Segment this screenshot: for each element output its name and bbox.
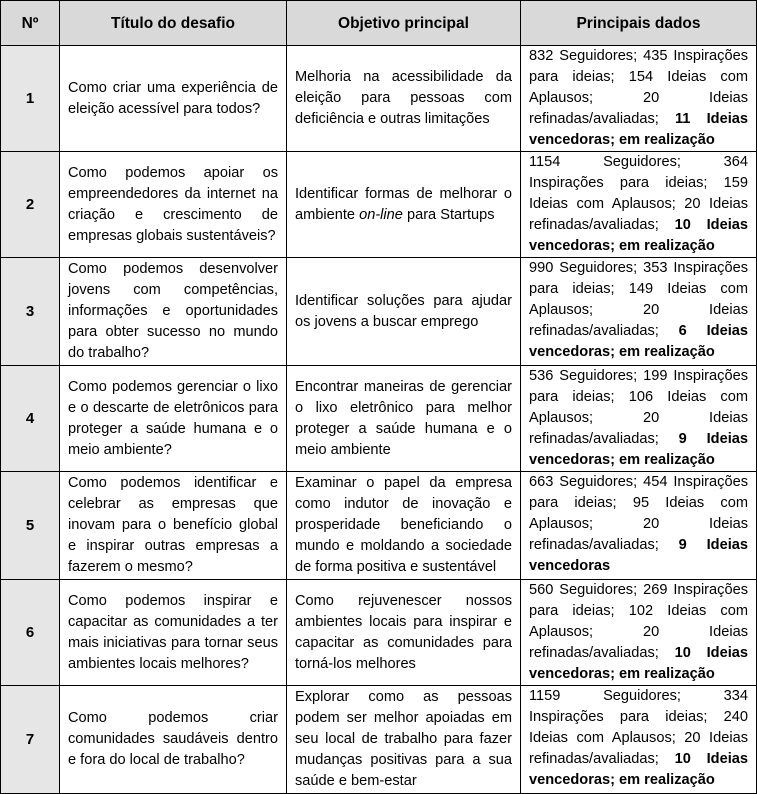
challenge-title: Como podemos apoiar os empreendedores da internet na criação e crescimento de empresas globais sustentáveis? xyxy=(60,152,287,258)
header-row xyxy=(1,1,757,46)
challenge-data xyxy=(521,366,757,472)
challenge-data xyxy=(521,258,757,366)
challenge-title: Como podemos desenvolver jovens com competências, informações e oportunidades para obter sucesso no mundo do trabalho? xyxy=(60,258,287,366)
data-text: 536 Seguidores; 199 Inspirações para ideias; 106 Ideias com Aplausos; 20 Ideias refinadas/avaliadas; xyxy=(529,368,748,447)
row-number: 4 xyxy=(1,366,60,472)
table-row xyxy=(1,258,757,366)
objective-text: Como rejuvenescer nossos ambientes locais para inspirar e capacitar as comunidades para torná-los melhores xyxy=(295,592,512,672)
data-winners: 6 Ideias vencedoras; em realização xyxy=(529,323,748,360)
challenge-data xyxy=(521,686,757,794)
challenge-title: Como podemos inspirar e capacitar as comunidades a ter mais iniciativas para tornar seus ambientes locais melhores? xyxy=(60,580,287,686)
challenge-objective xyxy=(287,686,521,794)
data-text: 1154 Seguidores; 364 Inspirações para ideias; 159 Ideias com Aplausos; 20 Ideias refinadas/avaliadas; xyxy=(529,154,748,233)
challenge-data xyxy=(521,152,757,258)
objective-text: Identificar formas de melhorar o ambiente xyxy=(295,185,512,223)
row-number: 1 xyxy=(1,46,60,152)
challenge-data xyxy=(521,46,757,152)
table-row xyxy=(1,580,757,686)
challenge-objective xyxy=(287,580,521,686)
row-number: 2 xyxy=(1,152,60,258)
data-winners: 9 Ideias vencedoras xyxy=(529,537,748,574)
table-row xyxy=(1,366,757,472)
data-winners: 10 Ideias vencedoras; em realização xyxy=(529,217,748,254)
data-winners: 11 Ideias vencedoras; em realização xyxy=(529,111,748,148)
challenge-data xyxy=(521,472,757,580)
challenge-objective xyxy=(287,152,521,258)
table-row xyxy=(1,46,757,152)
table-row xyxy=(1,686,757,794)
challenge-objective xyxy=(287,472,521,580)
header-num: Nº xyxy=(1,1,60,46)
objective-text-end: para Startups xyxy=(402,206,495,223)
row-number: 6 xyxy=(1,580,60,686)
data-text: 832 Seguidores; 435 Inspirações para ideias; 154 Ideias com Aplausos; 20 Ideias refinadas/avaliadas; xyxy=(529,48,748,127)
objective-text: Explorar como as pessoas podem ser melhor apoiadas em seu local de trabalho para fazer mudanças positivas para a sua saúde e bem-estar xyxy=(295,689,512,789)
table-row xyxy=(1,152,757,258)
row-number: 7 xyxy=(1,686,60,794)
objective-text: Melhoria na acessibilidade da eleição para pessoas com deficiência e outras limitações xyxy=(295,69,512,127)
row-number: 3 xyxy=(1,258,60,366)
challenge-title: Como podemos gerenciar o lixo e o descarte de eletrônicos para proteger a saúde humana e o meio ambiente? xyxy=(60,366,287,472)
header-data: Principais dados xyxy=(521,1,757,46)
data-text: 560 Seguidores; 269 Inspirações para ideias; 102 Ideias com Aplausos; 20 Ideias refinadas/avaliadas; xyxy=(529,582,748,661)
objective-emphasis: on-line xyxy=(359,206,403,223)
data-winners: 10 Ideias vencedoras; em realização xyxy=(529,751,748,788)
data-winners: 10 Ideias vencedoras; em realização xyxy=(529,645,748,682)
data-text: 990 Seguidores; 353 Inspirações para ideias; 149 Ideias com Aplausos; 20 Ideias refinadas/avaliadas; xyxy=(529,260,748,339)
objective-text: Identificar soluções para ajudar os jovens a buscar emprego xyxy=(295,292,512,330)
objective-text: Encontrar maneiras de gerenciar o lixo eletrônico para melhor proteger a saúde humana e o meio ambiente xyxy=(295,378,512,458)
data-text: 1159 Seguidores; 334 Inspirações para ideias; 240 Ideias com Aplausos; 20 Ideias refinadas/avaliadas; xyxy=(529,688,748,767)
header-title: Título do desafio xyxy=(60,1,287,46)
challenge-data xyxy=(521,580,757,686)
challenge-title: Como criar uma experiência de eleição acessível para todos? xyxy=(60,46,287,152)
objective-text: Examinar o papel da empresa como indutor de inovação e prosperidade beneficiando o mundo e moldando a sociedade de forma positiva e sustentável xyxy=(295,475,512,575)
challenge-title: Como podemos criar comunidades saudáveis dentro e fora do local de trabalho? xyxy=(60,686,287,794)
header-objective: Objetivo principal xyxy=(287,1,521,46)
data-text: 663 Seguidores; 454 Inspirações para ideias; 95 Ideias com Aplausos; 20 Ideias refinadas/avaliadas; xyxy=(529,474,748,553)
challenge-objective xyxy=(287,366,521,472)
challenge-title: Como podemos identificar e celebrar as empresas que inovam para o benefício global e inspirar outras empresas a fazerem o mesmo? xyxy=(60,472,287,580)
challenge-objective xyxy=(287,258,521,366)
row-number: 5 xyxy=(1,472,60,580)
challenge-objective xyxy=(287,46,521,152)
data-winners: 9 Ideias vencedoras; em realização xyxy=(529,431,748,468)
table-row xyxy=(1,472,757,580)
